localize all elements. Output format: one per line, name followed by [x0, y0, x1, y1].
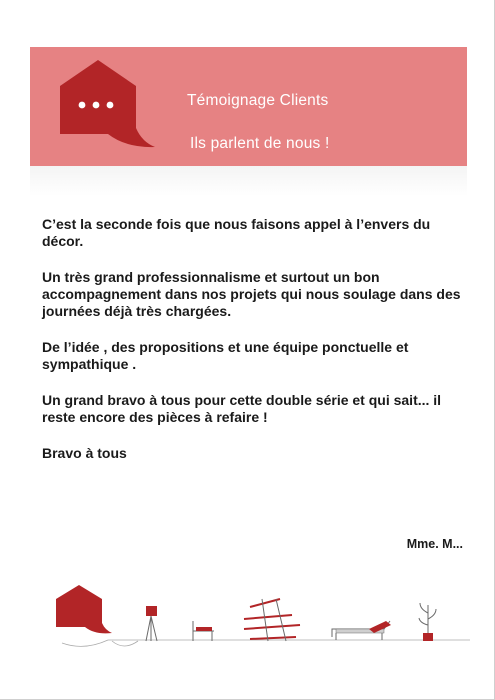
banner-title: Témoignage Clients [187, 92, 329, 109]
plant-icon [419, 603, 436, 641]
floor-lamp-icon [146, 606, 157, 641]
footer-illustration [0, 585, 495, 665]
house-speech-bubble-icon [58, 60, 160, 152]
chair-icon [193, 621, 214, 641]
house-speech-icon [56, 585, 112, 633]
dot-icon [93, 102, 100, 109]
testimonial-closing: Bravo à tous [42, 445, 127, 461]
testimonial-paragraph: De l’idée , des propositions et une équipe ponctuelle et sympathique . [42, 339, 409, 372]
shelf-icon [244, 599, 300, 641]
sofa-icon [332, 621, 391, 640]
header-banner [30, 47, 467, 166]
testimonial-body [42, 216, 467, 481]
ground-line [62, 640, 470, 646]
testimonial-paragraph: Un grand bravo à tous pour cette double série et qui sait... il reste encore des pièces à refaire ! [42, 392, 442, 425]
testimonial-paragraph: Un très grand professionnalisme et surtout un bon accompagnement dans nos projets qui nous soulage dans des journées déjà très chargées. [42, 269, 461, 319]
dot-icon [79, 102, 86, 109]
banner-subtitle: Ils parlent de nous ! [190, 135, 330, 152]
cable-line [112, 641, 138, 646]
testimonial-paragraph: C’est la seconde fois que nous faisons appel à l’envers du décor. [42, 216, 431, 249]
dot-icon [107, 102, 114, 109]
banner-shadow [30, 166, 467, 196]
signature: Mme. M... [406, 537, 463, 551]
